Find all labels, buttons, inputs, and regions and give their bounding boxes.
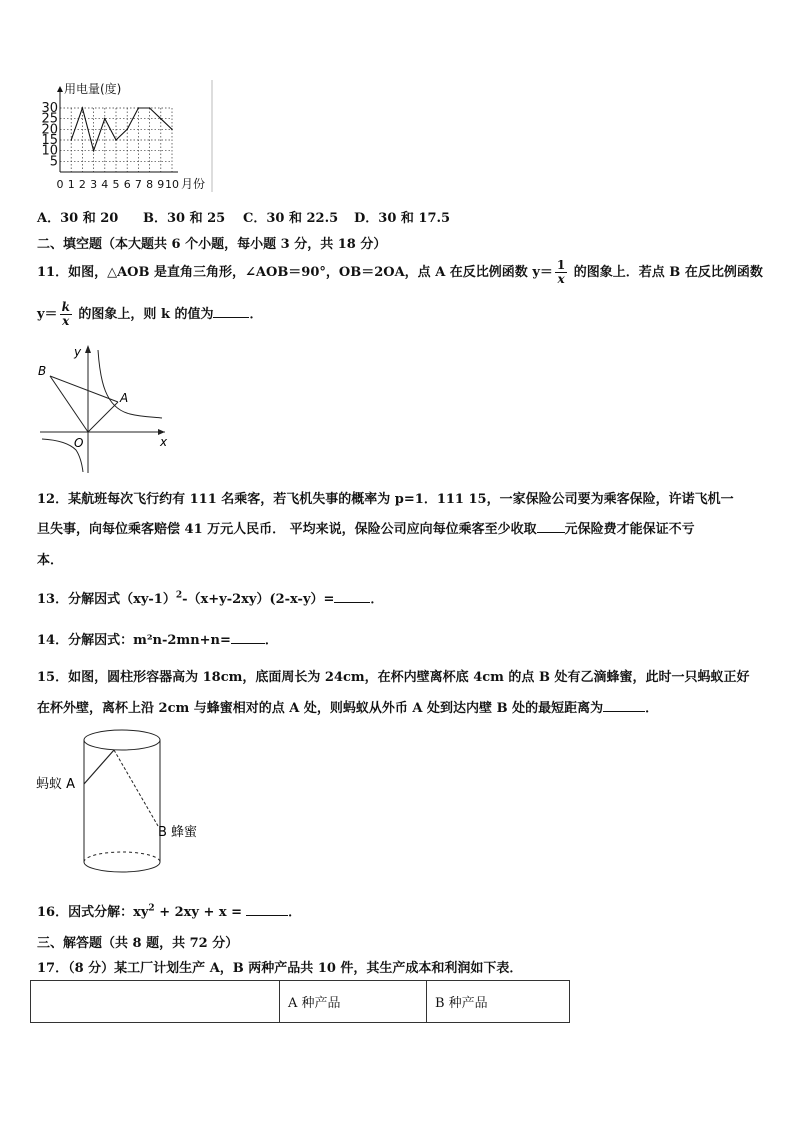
q13-answer-blank[interactable] <box>334 590 370 603</box>
q16 <box>37 901 301 920</box>
q14-a: 14．分解因式：m²n-2mn+n= <box>37 633 231 648</box>
q11-fig-b: B <box>38 364 47 378</box>
data-point <box>160 118 162 120</box>
data-point <box>104 118 106 120</box>
data-point <box>149 107 151 109</box>
series-line <box>71 108 172 151</box>
q11-part5: ． <box>249 307 263 322</box>
y-tick-label: 25 <box>41 111 58 127</box>
q11-fig-o: O <box>74 436 84 450</box>
q11-fig-x: x <box>160 435 168 449</box>
q11-part3: y＝ <box>37 307 58 322</box>
q11-part1: 11．如图，△AOB 是直角三角形，∠AOB＝90°，OB＝2OA，点 A 在反比例函数 y＝ <box>37 265 553 280</box>
q13-sup: 2 <box>175 590 183 601</box>
option-b: B．30 和 25 <box>143 211 226 226</box>
table-cell-a: A 种产品 <box>280 981 427 1023</box>
q13-c: ． <box>370 592 384 607</box>
y-axis-arrow <box>57 86 63 92</box>
table-cell-b: B 种产品 <box>427 981 570 1023</box>
x-tick-label: 9 <box>157 178 165 191</box>
y-axis-label: 用电量(度) <box>64 82 122 96</box>
y-tick-label: 10 <box>41 143 58 159</box>
x-tick-label: 8 <box>146 178 154 191</box>
q16-a: 16．因式分解：xy <box>37 905 149 920</box>
q17-text: 17．（8 分）某工厂计划生产 A，B 两种产品共 10 件，其生产成本和利润如下表． <box>37 961 523 976</box>
q13 <box>37 588 383 607</box>
q11-line2 <box>37 300 263 330</box>
x-tick-label: 4 <box>101 178 109 191</box>
data-point <box>93 150 95 152</box>
y-tick-label: 15 <box>41 133 58 148</box>
q11-line1 <box>37 258 763 288</box>
q16-b: + 2xy + x = <box>154 905 243 920</box>
q11-fig-a: A <box>120 391 129 405</box>
q11-part4: 的图象上，则 k 的值为 <box>73 307 214 322</box>
q14-c: ． <box>264 633 278 648</box>
q11-fig-y: y <box>74 345 82 359</box>
x-tick-label: 0 <box>56 178 64 191</box>
y-tick-label: 5 <box>49 154 58 170</box>
option-a: A．30 和 20 <box>37 211 119 226</box>
section2-heading: 二、填空题（本大题共 6 个小题，每小题 3 分，共 18 分） <box>37 237 387 252</box>
q15-cylinder-figure <box>30 722 210 882</box>
q15-line2 <box>37 697 658 716</box>
q14-answer-blank[interactable] <box>231 631 265 644</box>
q11-answer-blank[interactable] <box>213 305 249 318</box>
cost-profit-table <box>30 980 570 1023</box>
y-tick-label: 30 <box>41 101 58 116</box>
y-tick-label: 20 <box>41 122 58 138</box>
q16-answer-blank[interactable] <box>246 903 288 916</box>
x-tick-label: 10 <box>165 178 179 191</box>
q13-a: 13．分解因式（xy-1） <box>37 592 176 607</box>
q15-line2b: ． <box>645 701 659 716</box>
x-tick-label: 7 <box>134 178 142 191</box>
q12-line2 <box>37 518 695 537</box>
q11-frac2-num: k <box>61 300 70 314</box>
x-tick-label: 6 <box>123 178 131 191</box>
q11-frac2 <box>60 301 72 328</box>
option-c: C．30 和 22.5 <box>243 211 339 226</box>
data-point <box>171 129 173 131</box>
table-row <box>31 981 570 1023</box>
data-point <box>82 107 84 109</box>
x-tick-label: 1 <box>67 178 75 191</box>
q12-line2b: 元保险费才能保证不亏 <box>564 522 695 537</box>
q11-frac1-num: 1 <box>556 258 566 272</box>
q15-answer-blank[interactable] <box>603 699 645 712</box>
data-point <box>126 129 128 131</box>
x-tick-label: 3 <box>90 178 98 191</box>
q11-frac2-den: x <box>62 314 70 328</box>
q15-line1: 15．如图，圆柱形容器高为 18cm，底面周长为 24cm，在杯内壁离杯底 4cm 的点 B 处有乙滴蜂蜜，此时一只蚂蚁正好 <box>37 670 750 685</box>
data-point <box>70 139 72 141</box>
q15-fig-ant: 蚂蚁 A <box>36 777 76 792</box>
q15-fig-honey: B 蜂蜜 <box>158 825 198 840</box>
option-d: D．30 和 17.5 <box>354 211 451 226</box>
data-point <box>115 139 117 141</box>
section3-heading: 三、解答题（共 8 题，共 72 分） <box>37 936 239 951</box>
q13-b: -（x+y-2xy）(2-x-y）= <box>182 592 335 607</box>
table-cell-blank <box>31 981 280 1023</box>
q11-figure <box>30 340 180 475</box>
x-axis-label: 月份 <box>181 177 206 191</box>
q12-answer-blank[interactable] <box>537 520 565 533</box>
x-tick-label: 2 <box>78 178 86 191</box>
q14 <box>37 629 278 648</box>
line-chart <box>30 80 220 195</box>
q12-line3: 本． <box>37 553 64 568</box>
data-point <box>138 107 140 109</box>
q15-line2a: 在杯外壁，离杯上沿 2cm 与蜂蜜相对的点 A 处，则蚂蚁从外币 A 处到达内壁 B 处的最短距离为 <box>37 701 604 716</box>
q11-frac1-den: x <box>557 272 565 286</box>
x-tick-label: 5 <box>112 178 120 191</box>
q12-line1: 12．某航班每次飞行约有 111 名乘客，若飞机失事的概率为 p=1．111 15，一家保险公司要为乘客保险，许诺飞机一 <box>37 492 734 507</box>
q11-part2: 的图象上．若点 B 在反比例函数 <box>569 265 763 280</box>
q12-line2a: 旦失事，向每位乘客赔偿 41 万元人民币． 平均来说，保险公司应向每位乘客至少收取 <box>37 522 537 537</box>
q16-c: ． <box>288 905 302 920</box>
q11-frac1 <box>555 259 567 286</box>
q16-sup: 2 <box>148 903 155 914</box>
